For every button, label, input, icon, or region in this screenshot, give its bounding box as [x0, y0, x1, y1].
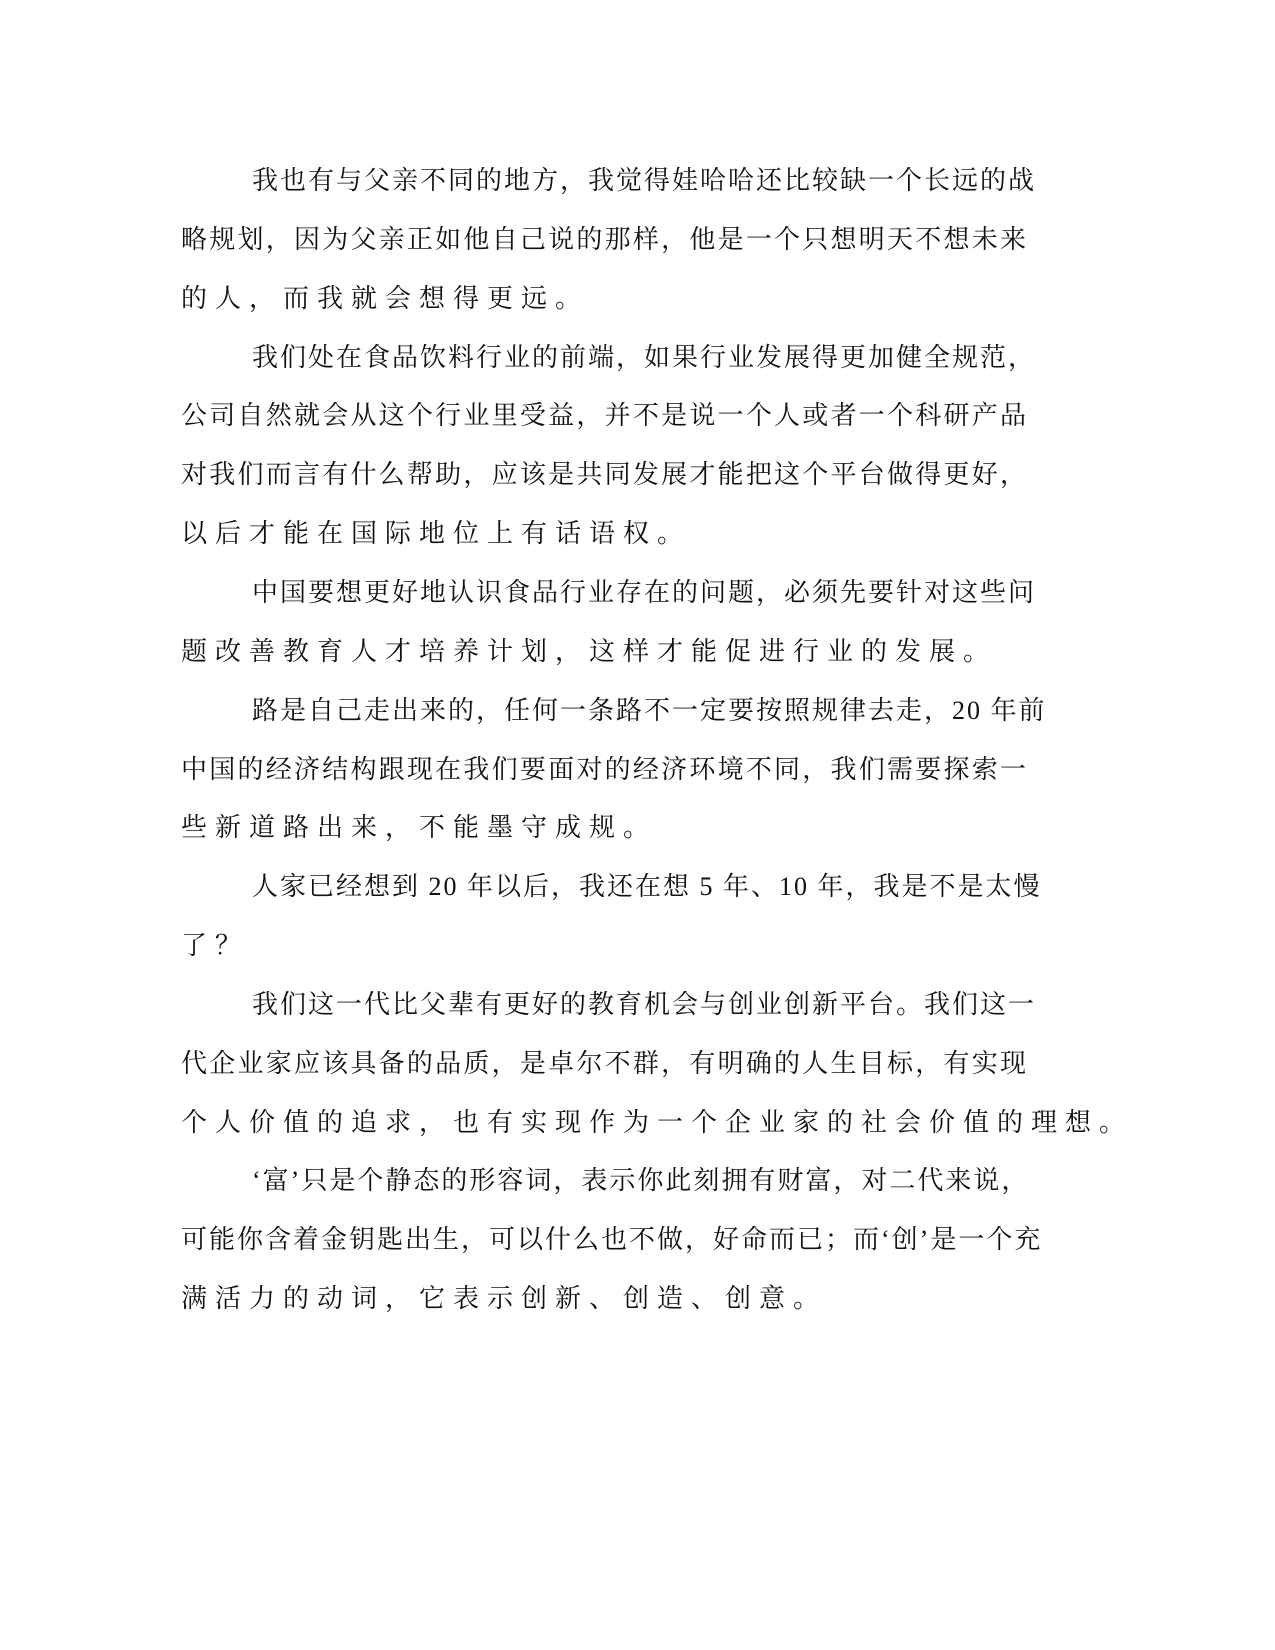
text-line: ‘富’只是个静态的形容词，表示你此刻拥有财富，对二代来说， — [252, 1166, 1030, 1196]
text-line: 人家已经想到 20 年以后，我还在想 5 年、10 年，我是不是太慢 — [252, 872, 1042, 902]
text-line: 中国要想更好地认识食品行业存在的问题，必须先要针对这些问 — [252, 577, 1037, 607]
text-line: 中国的经济结构跟现在我们要面对的经济环境不同，我们需要探索一 — [181, 754, 1028, 784]
text-line: 的人，而我就会想得更远。 — [181, 283, 590, 313]
text-line: 了？ — [181, 931, 250, 961]
text-line: 可能你含着金钥匙出生，可以什么也不做，好命而已；而‘创’是一个充 — [181, 1225, 1043, 1255]
text-line: 些新道路出来，不能墨守成规。 — [181, 813, 658, 843]
text-line: 公司自然就会从这个行业里受益，并不是说一个人或者一个科研产品 — [181, 401, 1028, 431]
text-line: 我们处在食品饮料行业的前端，如果行业发展得更加健全规范， — [252, 342, 1037, 372]
text-line: 路是自己走出来的，任何一条路不一定要按照规律去走，20 年前 — [252, 695, 1047, 725]
text-line: 略规划，因为父亲正如他自己说的那样，他是一个只想明天不想未来 — [181, 224, 1028, 254]
text-line: 对我们而言有什么帮助，应该是共同发展才能把这个平台做得更好， — [181, 460, 1028, 490]
text-line: 代企业家应该具备的品质，是卓尔不群，有明确的人生目标，有实现 — [181, 1048, 1028, 1078]
text-line: 满活力的动词，它表示创新、创造、创意。 — [181, 1284, 828, 1314]
text-line: 以后才能在国际地位上有话语权。 — [181, 519, 692, 549]
text-line: 个人价值的追求，也有实现作为一个企业家的社会价值的理想。 — [181, 1107, 1134, 1137]
text-line: 我也有与父亲不同的地方，我觉得娃哈哈还比较缺一个长远的战 — [252, 166, 1037, 195]
text-line: 我们这一代比父辈有更好的教育机会与创业创新平台。我们这一 — [252, 989, 1037, 1019]
text-line: 题改善教育人才培养计划，这样才能促进行业的发展。 — [181, 636, 998, 666]
